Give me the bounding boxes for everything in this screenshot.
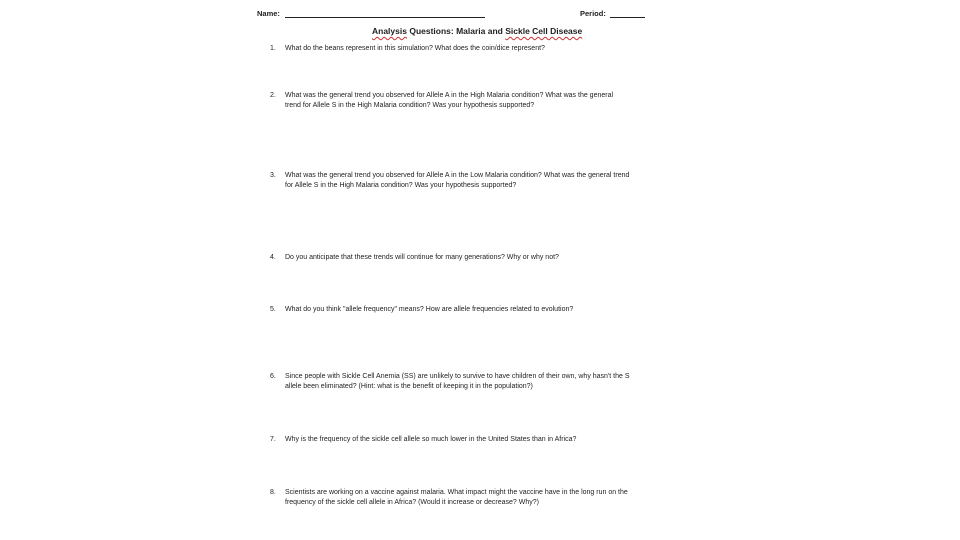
question-2 — [270, 91, 700, 111]
question-text-line: Since people with Sickle Cell Anemia (SS) are unlikely to survive to have children of their own, why hasn't the S — [285, 373, 630, 380]
question-number: 7. — [270, 436, 276, 443]
question-1 — [270, 44, 700, 54]
question-text-line: trend for Allele S in the High Malaria condition? Was your hypothesis supported? — [285, 102, 535, 109]
question-text-line: frequency of the sickle cell allele in Africa? (Would it increase or decrease? Why?) — [285, 499, 539, 506]
question-text-line: Do you anticipate that these trends will continue for many generations? Why or why not? — [285, 254, 559, 261]
question-number: 8. — [270, 489, 276, 496]
period-label: Period: — [580, 9, 606, 18]
question-text-line: for Allele S in the High Malaria condition? Was your hypothesis supported? — [285, 182, 517, 189]
question-text-line: What do the beans represent in this simulation? What does the coin/dice represent? — [285, 45, 545, 52]
question-text-line: What was the general trend you observed for Allele A in the High Malaria condition? What was the general — [285, 92, 614, 99]
question-number: 1. — [270, 45, 276, 52]
question-number: 5. — [270, 306, 276, 313]
question-text-line: Why is the frequency of the sickle cell allele so much lower in the United States than in Africa? — [285, 436, 577, 443]
question-number: 6. — [270, 373, 276, 380]
question-3 — [270, 171, 700, 191]
question-number: 3. — [270, 172, 276, 179]
period-blank-line[interactable] — [610, 17, 645, 18]
question-6 — [270, 372, 700, 392]
question-8 — [270, 488, 700, 508]
title-middle: Questions: Malaria and — [406, 26, 506, 36]
page-title — [372, 26, 582, 36]
question-number: 2. — [270, 92, 276, 99]
question-number: 4. — [270, 254, 276, 261]
question-text-line: allele been eliminated? (Hint: what is the benefit of keeping it in the population?) — [285, 383, 533, 390]
name-label: Name: — [257, 9, 280, 18]
question-7 — [270, 435, 700, 445]
title-sickle-cell: Sickle Cell Disease — [505, 26, 583, 36]
title-word-analysis: Analysis — [372, 26, 407, 36]
question-text-line: Scientists are working on a vaccine against malaria. What impact might the vaccine have in the long run on the — [285, 489, 628, 496]
question-text-line: What was the general trend you observed for Allele A in the Low Malaria condition? What was the general trend — [285, 172, 630, 179]
question-4 — [270, 253, 700, 263]
question-5 — [270, 305, 700, 315]
question-text-line: What do you think "allele frequency" means? How are allele frequencies related to evolution? — [285, 306, 574, 313]
name-blank-line[interactable] — [285, 17, 485, 18]
